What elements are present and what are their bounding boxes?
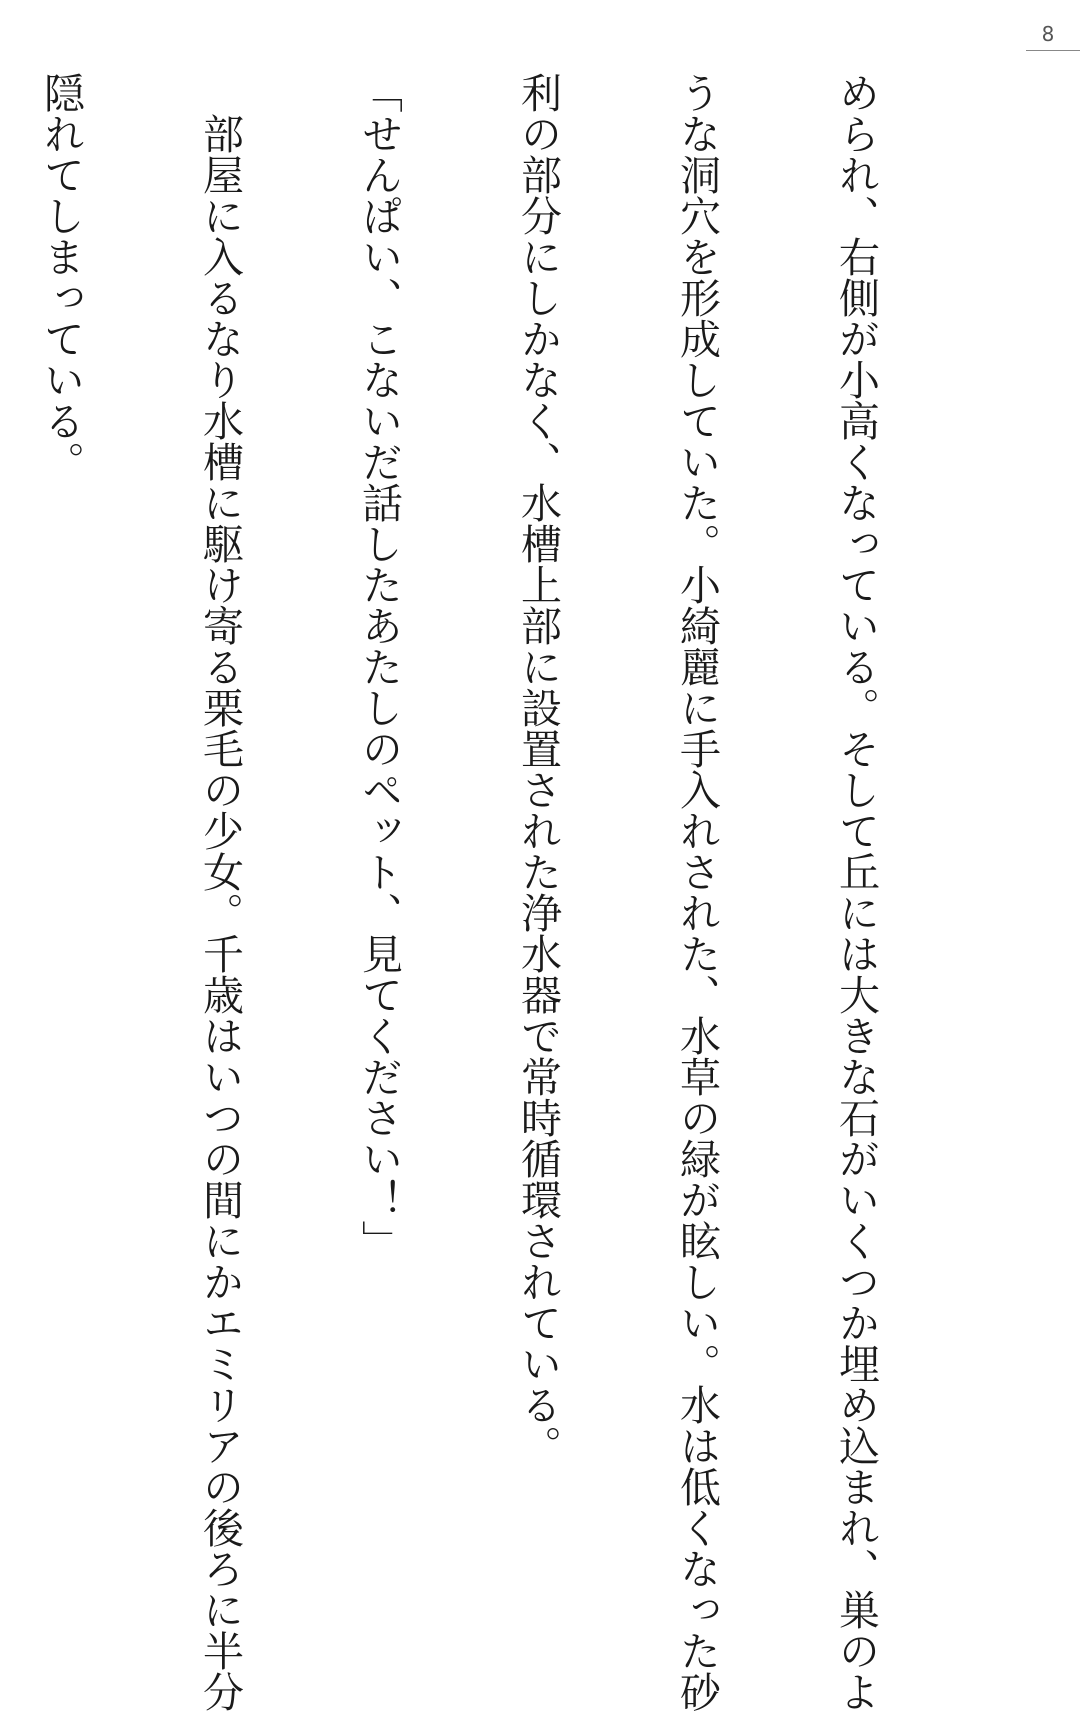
text-line: 部屋に入るなり水槽に駆け寄る栗毛の少女。千歳はいつの間にかエミリアの後ろに半分 — [196, 72, 244, 1712]
header-divider — [1026, 50, 1080, 51]
text-line: 隠れてしまっている。 — [37, 72, 85, 482]
text-line: 利の部分にしかなく、水槽上部に設置された浄水器で常時循環されている。 — [514, 72, 562, 1466]
body-text — [37, 72, 988, 1712]
text-line: 「せんぱい、こないだ話したあたしのペット、見てください！」 — [355, 72, 403, 1261]
text-line: うな洞穴を形成していた。小綺麗に手入れされた、水草の緑が眩しい。水は低くなった砂 — [673, 72, 721, 1712]
page-number: 8 — [1041, 22, 1055, 46]
text-line: められ、右側が小高くなっている。そして丘には大きな石がいくつか埋め込まれ、巣のよ — [832, 72, 880, 1712]
